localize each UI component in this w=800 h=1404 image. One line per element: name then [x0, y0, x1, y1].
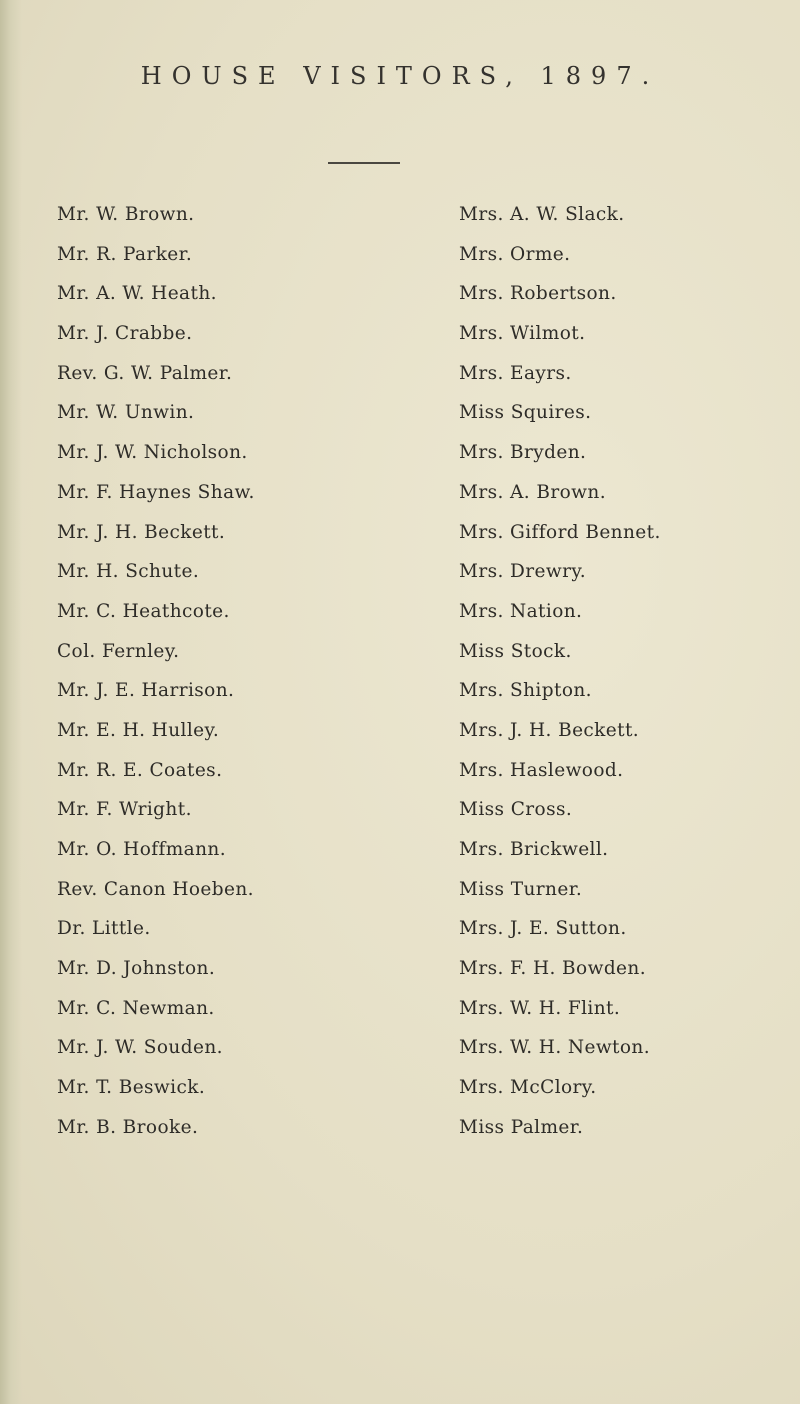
visitor-entry: Col. Fernley.	[57, 640, 180, 662]
visitors-left-column	[57, 195, 255, 1148]
visitor-entry: Mr. D. Johnston.	[57, 958, 216, 980]
visitor-entry: Mrs. Eayrs.	[459, 362, 572, 384]
visitor-entry: Mrs. J. E. Sutton.	[459, 918, 627, 940]
visitor-entry: Mr. A. W. Heath.	[57, 283, 217, 305]
visitor-entry: Mr. R. Parker.	[57, 243, 193, 265]
visitor-entry: Mrs. W. H. Newton.	[459, 1037, 651, 1059]
visitor-entry: Mrs. Drewry.	[459, 561, 587, 583]
visitor-entry: Mr. F. Wright.	[57, 799, 192, 821]
visitor-entry: Mr. J. Crabbe.	[57, 323, 193, 345]
visitor-entry: Mr. J. W. Souden.	[57, 1037, 223, 1059]
visitor-entry: Mr. F. Haynes Shaw.	[57, 481, 255, 503]
visitor-entry: Miss Palmer.	[459, 1116, 584, 1138]
visitor-entry: Miss Squires.	[459, 402, 592, 424]
visitor-entry: Mr. J. E. Harrison.	[57, 680, 235, 702]
visitor-entry: Mrs. McClory.	[459, 1077, 597, 1099]
visitor-entry: Mrs. Haslewood.	[459, 759, 624, 781]
visitor-entry: Mrs. W. H. Flint.	[459, 997, 621, 1019]
visitor-entry: Dr. Little.	[57, 918, 151, 940]
visitor-entry: Mrs. A. W. Slack.	[459, 204, 625, 225]
visitor-entry: Mr. W. Unwin.	[57, 402, 195, 424]
visitor-entry: Mr. E. H. Hulley.	[57, 719, 220, 741]
visitor-entry: Miss Cross.	[459, 799, 573, 821]
visitor-entry: Mr. W. Brown.	[57, 204, 195, 225]
page-title: HOUSE VISITORS, 1897.	[140, 62, 660, 90]
title-divider	[328, 162, 400, 164]
visitor-entry: Mr. C. Newman.	[57, 997, 215, 1019]
visitor-entry: Mrs. Gifford Bennet.	[459, 521, 661, 543]
visitor-entry: Mrs. Robertson.	[459, 283, 617, 305]
visitor-entry: Mr. C. Heathcote.	[57, 600, 230, 622]
visitor-entry: Mrs. Brickwell.	[459, 839, 609, 860]
visitor-entry: Mrs. Wilmot.	[459, 323, 586, 345]
page-edge-shadow	[0, 0, 22, 1404]
visitor-entry: Mr. R. E. Coates.	[57, 759, 223, 781]
visitor-entry: Mrs. Bryden.	[459, 442, 587, 464]
visitors-right-column	[459, 195, 661, 1148]
visitor-entry: Mr. H. Schute.	[57, 561, 200, 583]
visitor-entry: Mr. J. H. Beckett.	[57, 521, 226, 543]
visitor-entry: Miss Turner.	[459, 878, 583, 900]
visitor-entry: Mr. B. Brooke.	[57, 1116, 199, 1138]
visitor-entry: Mr. T. Beswick.	[57, 1077, 206, 1099]
visitor-entry: Mrs. J. H. Beckett.	[459, 719, 640, 741]
visitor-entry: Mrs. F. H. Bowden.	[459, 958, 647, 980]
visitor-entry: Mr. O. Hoffmann.	[57, 839, 227, 860]
visitor-entry: Mrs. Nation.	[459, 600, 583, 622]
visitor-entry: Mrs. A. Brown.	[459, 481, 606, 503]
visitor-entry: Mrs. Shipton.	[459, 680, 592, 702]
visitor-entry: Miss Stock.	[459, 640, 572, 662]
visitor-entry: Rev. Canon Hoeben.	[57, 878, 254, 900]
visitor-entry: Mr. J. W. Nicholson.	[57, 442, 248, 464]
visitor-entry: Mrs. Orme.	[459, 243, 571, 265]
visitor-entry: Rev. G. W. Palmer.	[57, 362, 233, 384]
